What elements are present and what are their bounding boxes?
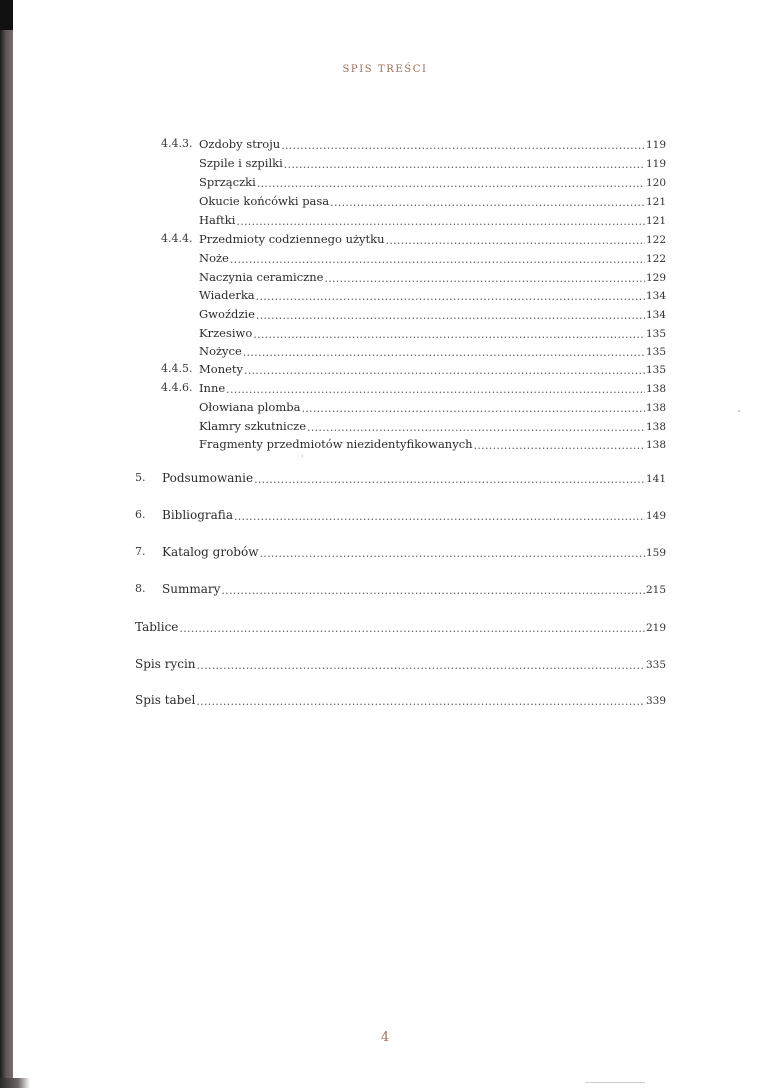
toc-entry[interactable] <box>199 380 666 397</box>
toc-entry-page: 335 <box>645 659 666 671</box>
toc-entry[interactable] <box>199 174 666 191</box>
toc-entry[interactable] <box>199 361 666 378</box>
toc-entry-title: Przedmioty codziennego użytku <box>199 232 385 246</box>
dot-leader <box>179 620 645 636</box>
toc-entry-page: 121 <box>645 196 666 208</box>
toc-entry-title: Fragmenty przedmiotów niezidentyfikowanych <box>199 437 473 451</box>
scan-edge-line <box>585 1082 645 1083</box>
toc-entry-page: 122 <box>645 234 666 246</box>
toc-entry-title: Noże <box>199 251 229 265</box>
toc-entry-page: 138 <box>645 402 666 414</box>
dot-leader <box>221 582 645 598</box>
toc-entry-title: Klamry szkutnicze <box>199 419 307 433</box>
toc-entry[interactable] <box>199 436 666 453</box>
dot-leader <box>386 232 645 248</box>
toc-entry-page: 122 <box>645 253 666 265</box>
dot-leader <box>256 307 645 323</box>
toc-entry-title: Ołowiana plomba <box>199 400 301 414</box>
toc-section-number: 6. <box>135 508 146 521</box>
dot-leader <box>324 270 645 286</box>
toc-entry-page: 129 <box>645 272 666 284</box>
dot-leader <box>230 251 645 267</box>
toc-entry-title: Inne <box>199 381 226 395</box>
dot-leader <box>226 381 645 397</box>
toc-entry-title: Naczynia ceramiczne <box>199 270 324 284</box>
toc-entry-title: Nożyce <box>199 344 242 358</box>
toc-entry[interactable] <box>135 656 666 673</box>
toc-entry[interactable] <box>199 343 666 360</box>
toc-entry-page: 120 <box>645 177 666 189</box>
toc-section-number: 7. <box>135 545 146 558</box>
toc-entry[interactable] <box>199 399 666 416</box>
toc-entry-page: 138 <box>645 439 666 451</box>
toc-entry-title: Podsumowanie <box>162 471 254 485</box>
toc-entry[interactable] <box>199 418 666 435</box>
toc-entry-page: 135 <box>645 346 666 358</box>
dot-leader <box>243 344 645 360</box>
dot-leader <box>281 137 645 153</box>
dot-leader <box>307 419 645 435</box>
toc-entry-page: 159 <box>645 547 666 559</box>
toc-entry-page: 219 <box>645 622 666 634</box>
toc-entry[interactable] <box>199 231 666 248</box>
toc-entry-page: 339 <box>645 695 666 707</box>
toc-entry[interactable] <box>199 250 666 267</box>
toc-section-number: 5. <box>135 471 146 484</box>
toc-entry[interactable] <box>162 507 666 524</box>
toc-section-number: 4.4.6. <box>161 381 193 394</box>
toc-entry-title: Ozdoby stroju <box>199 137 281 151</box>
toc-entry-page: 138 <box>645 383 666 395</box>
toc-section-number: 4.4.5. <box>161 362 193 375</box>
toc-entry[interactable] <box>135 692 666 709</box>
toc-entry[interactable] <box>199 212 666 229</box>
toc-entry-title: Katalog grobów <box>162 545 259 559</box>
running-header: SPIS TREŚCI <box>342 64 428 75</box>
dot-leader <box>330 194 645 210</box>
dot-leader <box>196 693 645 709</box>
dot-leader <box>474 437 645 453</box>
toc-entry-title: Bibliografia <box>162 508 233 522</box>
toc-entry-title: Okucie końcówki pasa <box>199 194 330 208</box>
toc-entry-page: 149 <box>645 510 666 522</box>
toc-entry-title: Szpile i szpilki <box>199 156 283 170</box>
toc-entry-page: 138 <box>645 421 666 433</box>
dot-leader <box>244 362 645 378</box>
toc-entry-title: Krzesiwo <box>199 326 253 340</box>
toc-entry[interactable] <box>199 306 666 323</box>
dot-leader <box>257 175 645 191</box>
toc-entry-title: Sprzączki <box>199 175 256 189</box>
dot-leader <box>234 508 645 524</box>
scan-speck <box>302 455 303 457</box>
toc-entry[interactable] <box>199 136 666 153</box>
dot-leader <box>284 156 645 172</box>
page-number: 4 <box>380 1030 390 1045</box>
toc-entry[interactable] <box>162 544 666 561</box>
toc-entry-page: 119 <box>645 158 666 170</box>
toc-entry-page: 134 <box>645 290 666 302</box>
toc-entry-title: Spis rycin <box>135 657 196 671</box>
toc-entry-title: Summary <box>162 582 221 596</box>
toc-entry[interactable] <box>199 155 666 172</box>
toc-entry-title: Gwoździe <box>199 307 255 321</box>
toc-section-number: 4.4.4. <box>161 232 193 245</box>
toc-entry-page: 135 <box>645 328 666 340</box>
toc-entry[interactable] <box>199 193 666 210</box>
toc-entry-title: Spis tabel <box>135 693 196 707</box>
toc-entry-title: Haftki <box>199 213 236 227</box>
dot-leader <box>236 213 645 229</box>
toc-entry-page: 119 <box>645 139 666 151</box>
toc-entry[interactable] <box>199 325 666 342</box>
dot-leader <box>254 471 645 487</box>
dot-leader <box>301 400 644 416</box>
toc-section-number: 8. <box>135 582 146 595</box>
dot-leader <box>259 545 644 561</box>
toc-entry[interactable] <box>162 470 666 487</box>
dot-leader <box>197 657 645 673</box>
toc-entry-page: 134 <box>645 309 666 321</box>
toc-entry[interactable] <box>162 581 666 598</box>
toc-entry-page: 215 <box>645 584 666 596</box>
toc-entry-title: Wiaderka <box>199 288 255 302</box>
toc-entry[interactable] <box>135 619 666 636</box>
scan-speck <box>738 410 740 412</box>
toc-entry[interactable] <box>199 287 666 304</box>
toc-entry-page: 141 <box>645 473 666 485</box>
toc-entry-title: Monety <box>199 362 244 376</box>
toc-entry-page: 135 <box>645 364 666 376</box>
toc-entry[interactable] <box>199 269 666 286</box>
toc-entry-page: 121 <box>645 215 666 227</box>
toc-section-number: 4.4.3. <box>161 137 193 150</box>
dot-leader <box>256 288 645 304</box>
dot-leader <box>253 326 645 342</box>
toc-entry-title: Tablice <box>135 620 179 634</box>
